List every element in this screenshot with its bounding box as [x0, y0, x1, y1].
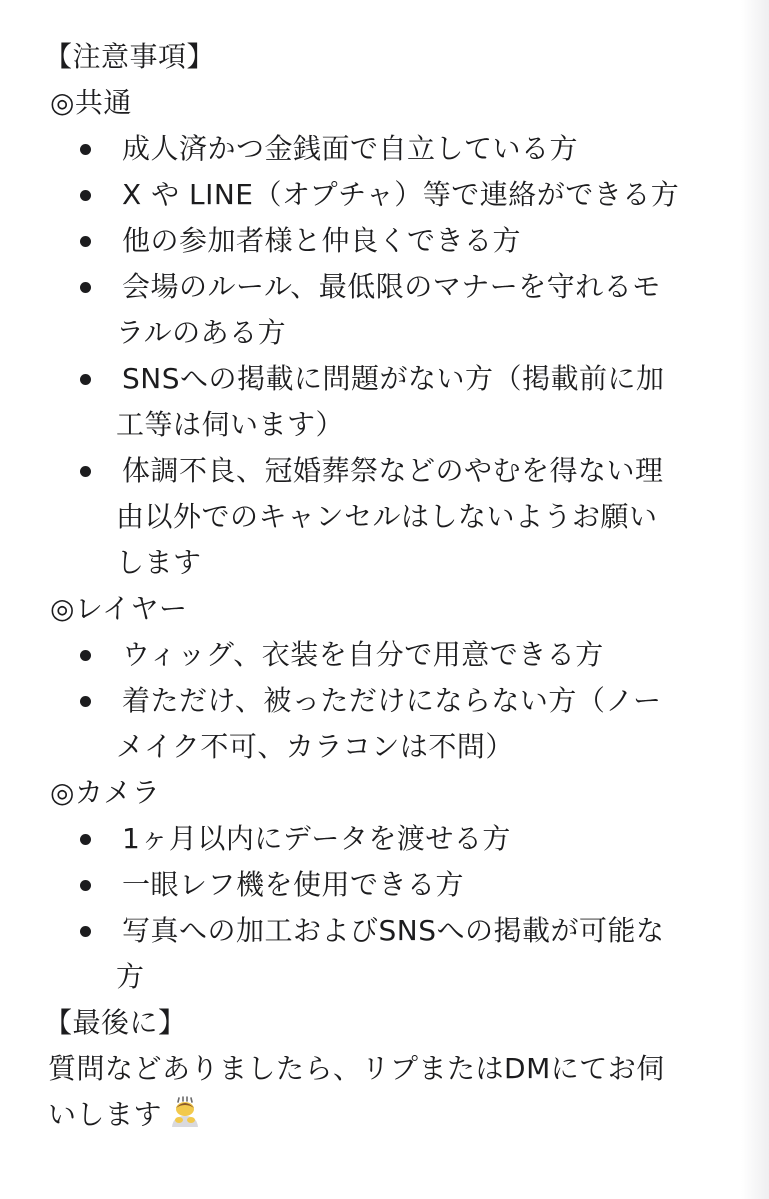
- list-item-text: ウィッグ、衣装を自分で用意できる方: [122, 638, 604, 671]
- list-item: [44, 632, 749, 678]
- list-item: [44, 862, 749, 908]
- closing-line-2: [48, 1092, 749, 1138]
- list-item-text-continued: 由以外でのキャンセルはしないようお願い: [116, 500, 658, 533]
- bullet-dot: [80, 282, 91, 293]
- list-item: [44, 126, 749, 172]
- list-item-text: 他の参加者様と仲良くできる方: [122, 224, 522, 257]
- list-item: [44, 264, 749, 356]
- section-camera: [44, 770, 749, 1000]
- bullet-dot: [80, 236, 91, 247]
- section-title-common: ◎共通: [50, 86, 132, 119]
- bullet-dot: [80, 650, 91, 661]
- list-item: [44, 172, 749, 218]
- list-item-text: 会場のルール、最低限のマナーを守れるモ: [122, 270, 661, 303]
- list-item-text-continued: メイク不可、カラコンは不問）: [116, 730, 514, 763]
- bullet-dot: [80, 926, 91, 937]
- list-item-text: SNSへの掲載に問題がない方（掲載前に加: [122, 362, 665, 395]
- section-common: [44, 80, 749, 586]
- list-item-text: 成人済かつ金銭面で自立している方: [122, 132, 579, 165]
- bullet-dot: [80, 696, 91, 707]
- list-item-text-continued: ラルのある方: [116, 316, 287, 349]
- list-item-text: 着ただけ、被っただけにならない方（ノー: [122, 684, 662, 717]
- closing-line-1: 質問などありましたら、リプまたはDMにてお伺: [48, 1052, 665, 1085]
- list-item-text-continued: 工等は伺います）: [116, 408, 345, 441]
- bullet-dot: [80, 144, 91, 155]
- list-item: [44, 356, 749, 448]
- list-item: [44, 448, 749, 586]
- bullet-dot: [80, 374, 91, 385]
- list-item-text: 一眼レフ機を使用できる方: [122, 868, 465, 901]
- bullet-dot: [80, 880, 91, 891]
- list-item: [44, 218, 749, 264]
- list-item-text: 1ヶ月以内にデータを渡せる方: [122, 822, 511, 855]
- notes-heading: 【注意事項】: [44, 40, 216, 73]
- final-heading: 【最後に】: [44, 1006, 187, 1039]
- bullet-dot: [80, 190, 91, 201]
- list-item: [44, 678, 749, 770]
- bullet-dot: [80, 834, 91, 845]
- bullet-dot: [80, 466, 91, 477]
- list-item-text-continued: します: [116, 546, 202, 579]
- section-title-layer: ◎レイヤー: [50, 592, 188, 625]
- list-item-text: 写真への加工およびSNSへの掲載が可能な: [122, 914, 665, 947]
- list-item-text: X や LINE（オプチャ）等で連絡ができる方: [122, 178, 680, 211]
- list-item: [44, 816, 749, 862]
- bowing-person-icon: [168, 1096, 202, 1130]
- section-layer: [44, 586, 749, 770]
- closing-line-2-text: いします: [48, 1098, 163, 1131]
- list-item-text-continued: 方: [116, 960, 145, 993]
- list-item-text: 体調不良、冠婚葬祭などのやむを得ない理: [122, 454, 664, 487]
- list-item: [44, 908, 749, 1000]
- section-title-camera: ◎カメラ: [50, 776, 161, 809]
